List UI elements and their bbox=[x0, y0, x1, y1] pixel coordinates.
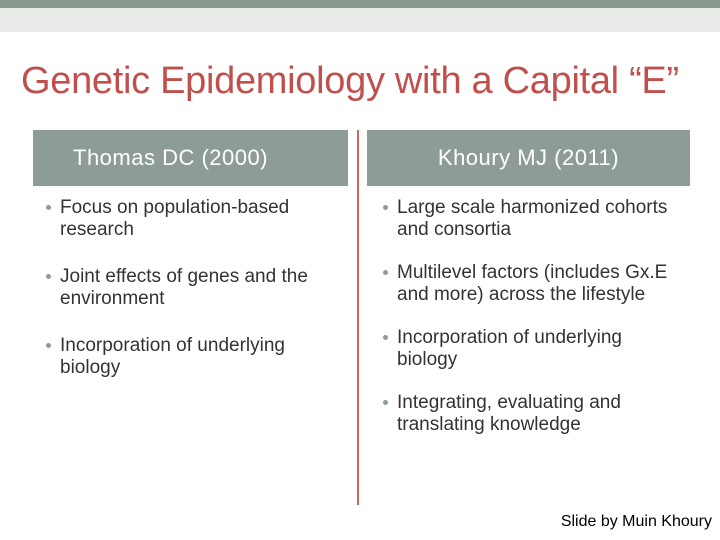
bullet-text: Joint effects of genes and the environment bbox=[60, 266, 308, 309]
bullet-item bbox=[46, 197, 346, 241]
slide-title: Genetic Epidemiology with a Capital “E” bbox=[21, 60, 679, 102]
bullet-text: Integrating, evaluating and translating knowledge bbox=[397, 392, 621, 435]
column-header-label: Khoury MJ (2011) bbox=[437, 145, 620, 170]
bullet-text: Focus on population-based research bbox=[60, 197, 290, 240]
column-divider bbox=[357, 130, 359, 505]
bullet-item bbox=[46, 335, 346, 379]
bullet-dot-icon bbox=[383, 205, 388, 210]
bullet-list-khoury bbox=[383, 197, 683, 457]
column-header-label: Thomas DC (2000) bbox=[73, 145, 269, 170]
bullet-dot-icon bbox=[383, 270, 388, 275]
bullet-dot-icon bbox=[46, 343, 51, 348]
column-header-khoury bbox=[367, 130, 690, 186]
bullet-dot-icon bbox=[46, 205, 51, 210]
bullet-dot-icon bbox=[383, 335, 388, 340]
bullet-dot-icon bbox=[46, 274, 51, 279]
bullet-text: Large scale harmonized cohorts and consortia bbox=[397, 197, 668, 240]
bullet-dot-icon bbox=[383, 400, 388, 405]
bullet-text: Multilevel factors (includes Gx.E and more) across the lifestyle bbox=[397, 262, 668, 305]
top-accent-strip bbox=[0, 0, 720, 8]
slide-credit: Slide by Muin Khoury bbox=[560, 513, 712, 530]
bullet-item bbox=[383, 327, 683, 371]
bullet-item bbox=[383, 197, 683, 241]
bullet-text: Incorporation of underlying biology bbox=[397, 327, 622, 370]
bullet-item bbox=[383, 392, 683, 436]
bullet-item bbox=[383, 262, 683, 306]
bullet-text: Incorporation of underlying biology bbox=[60, 335, 285, 378]
column-header-thomas bbox=[33, 130, 348, 186]
bullet-item bbox=[46, 266, 346, 310]
bullet-list-thomas bbox=[46, 197, 346, 404]
